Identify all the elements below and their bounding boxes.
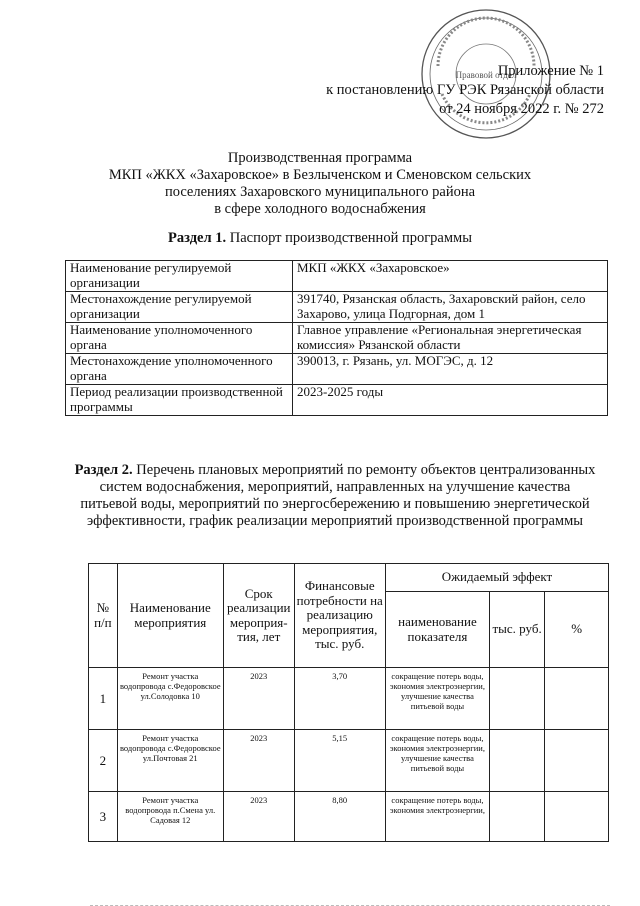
cell-percent — [545, 668, 609, 730]
table-row — [89, 730, 609, 792]
passport-key: Местонахождение регулируемой организации — [66, 292, 293, 323]
cell-num: 2 — [89, 730, 118, 792]
table-row — [89, 792, 609, 842]
cell-indicator: сокращение потерь воды, экономия электроэнергии, улучшение качества питьевой воды — [385, 730, 489, 792]
cell-num: 1 — [89, 668, 118, 730]
passport-row — [66, 261, 608, 292]
program-title-line-2: МКП «ЖКХ «Захаровское» в Безлыченском и Сменовском сельских — [108, 167, 532, 183]
cell-term: 2023 — [223, 730, 294, 792]
cell-indicator: сокращение потерь воды, экономия электроэнергии, — [385, 792, 489, 842]
cell-finance: 8,80 — [294, 792, 385, 842]
passport-value: МКП «ЖКХ «Захаровское» — [293, 261, 608, 292]
appendix-line-1: Приложение № 1 — [497, 63, 604, 79]
header-name: Наименование мероприятия — [117, 564, 223, 668]
cell-thous — [490, 668, 545, 730]
header-num: № п/п — [89, 564, 118, 668]
program-title-line-4: в сфере холодного водоснабжения — [214, 201, 426, 217]
cell-percent — [545, 730, 609, 792]
passport-table — [65, 260, 608, 416]
header-effect: Ожидаемый эффект — [385, 564, 608, 592]
section2-heading — [70, 462, 600, 530]
cell-thous — [490, 730, 545, 792]
section1-heading — [0, 230, 640, 247]
passport-row — [66, 354, 608, 385]
header-term: Срок реализации мероприя-тия, лет — [223, 564, 294, 668]
cell-finance: 3,70 — [294, 668, 385, 730]
passport-value: 390013, г. Рязань, ул. МОГЭС, д. 12 — [293, 354, 608, 385]
stamp-center-text: Правовой отдел — [455, 70, 517, 80]
header-finance: Финансовые потребности на реализацию мероприятия, тыс. руб. — [294, 564, 385, 668]
appendix-line-2: к постановлению ГУ РЭК Рязанской области — [326, 82, 604, 98]
passport-row — [66, 385, 608, 416]
passport-row — [66, 292, 608, 323]
appendix-block — [326, 62, 604, 119]
passport-key: Наименование регулируемой организации — [66, 261, 293, 292]
cell-term: 2023 — [223, 668, 294, 730]
program-title — [0, 150, 640, 218]
cell-name: Ремонт участка водопровода п.Смена ул. Садовая 12 — [117, 792, 223, 842]
header-thous: тыс. руб. — [490, 592, 545, 668]
cell-name: Ремонт участка водопровода с.Федоровское ул.Солодовка 10 — [117, 668, 223, 730]
passport-key: Наименование уполномоченного органа — [66, 323, 293, 354]
header-percent: % — [545, 592, 609, 668]
table-row — [89, 668, 609, 730]
appendix-line-3: от 24 ноября 2022 г. № 272 — [439, 101, 604, 117]
cell-thous — [490, 792, 545, 842]
passport-key: Период реализации производственной программы — [66, 385, 293, 416]
cell-percent — [545, 792, 609, 842]
section2-title: Перечень плановых мероприятий по ремонту объектов централизованных систем водоснабжения, мероприятий, направленных на улучшение качества питьевой воды, мероприятий по энергосбережению и повышению энергетической эффективности, график реализации мероприятий производственной программы — [80, 462, 596, 529]
passport-row — [66, 323, 608, 354]
section1-title: Паспорт производственной программы — [229, 230, 472, 246]
cell-name: Ремонт участка водопровода с.Федоровское ул.Почтовая 21 — [117, 730, 223, 792]
cell-indicator: сокращение потерь воды, экономия электроэнергии, улучшение качества питьевой воды — [385, 668, 489, 730]
cell-finance: 5,15 — [294, 730, 385, 792]
passport-value: 2023-2025 годы — [293, 385, 608, 416]
section1-label: Раздел 1. — [168, 230, 227, 246]
passport-value: Главное управление «Региональная энергетическая комиссия» Рязанской области — [293, 323, 608, 354]
passport-value: 391740, Рязанская область, Захаровский район, село Захарово, улица Подгорная, дом 1 — [293, 292, 608, 323]
header-indicator: наименование показателя — [385, 592, 489, 668]
cell-term: 2023 — [223, 792, 294, 842]
section2-label: Раздел 2. — [74, 462, 133, 478]
cell-num: 3 — [89, 792, 118, 842]
program-title-line-1: Производственная программа — [227, 150, 413, 166]
plan-table — [88, 563, 609, 842]
program-title-line-3: поселениях Захаровского муниципального района — [164, 184, 476, 200]
passport-key: Местонахождение уполномоченного органа — [66, 354, 293, 385]
